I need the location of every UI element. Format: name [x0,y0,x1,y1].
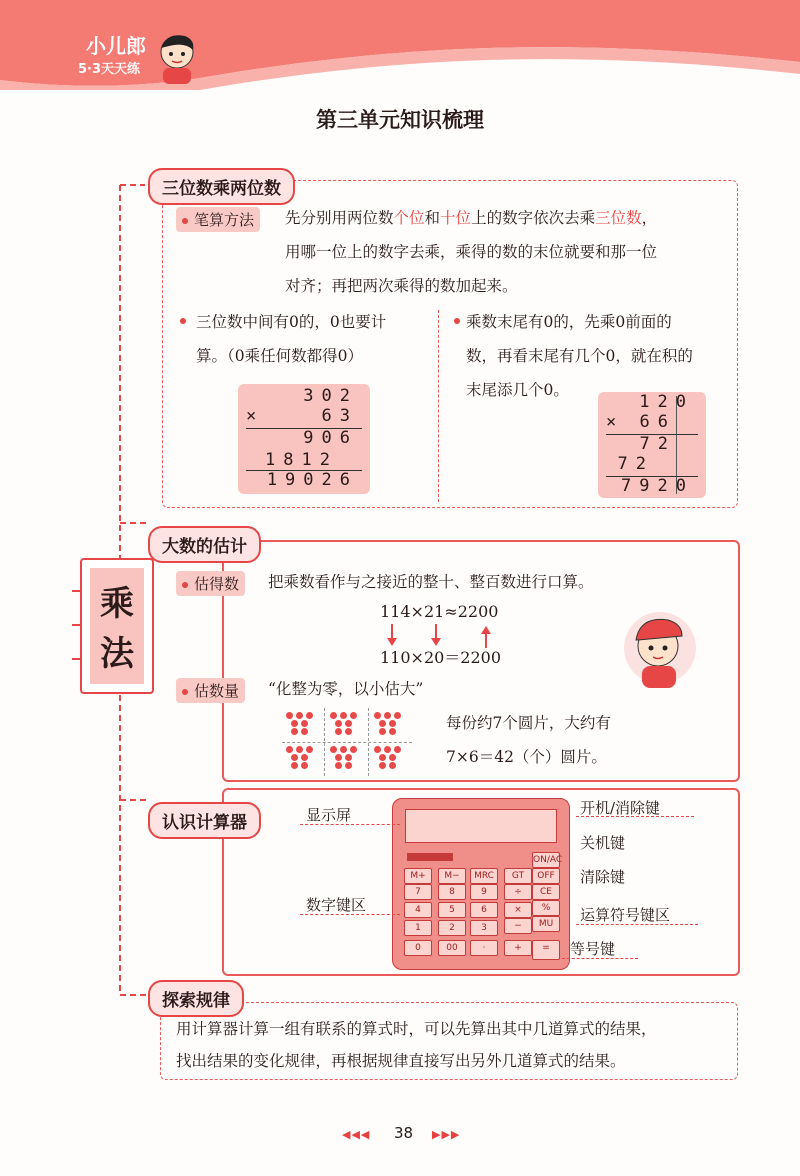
method-text-three-digit: 三位数 [595,209,642,227]
label-off: 关机键 [580,834,626,852]
chip-dot [291,728,298,735]
chip-dot [291,720,298,727]
section1-divider [438,310,439,502]
method-text-g: ， [641,209,658,227]
calc2-op: × [606,412,617,432]
chip-dot [374,712,381,719]
method-text-c: 和 [424,209,441,227]
right-rule-line2: 数，再看末尾有几个0，就在积的 [466,347,693,365]
chip-dot [335,754,342,761]
label-ops: 运算符号键区 [580,906,671,924]
estimate-quantity-pill [176,678,245,703]
method-text-line3: 对齐；再把两次乘得的数加起来。 [285,277,518,295]
method-text-a: 先分别用两位数 [285,209,394,227]
chip-dot [389,754,396,761]
bullet-icon [182,689,188,695]
method-text-line1 [285,201,657,235]
chip-dot [345,728,352,735]
key-5: 5 [438,902,466,918]
section4-line1: 用计算器计算一组有联系的算式时，可以先算出其中几道算式的结果， [176,1020,657,1038]
chip-dot [350,712,357,719]
estimate-quantity-label: 估数量 [194,682,240,700]
calc1-row3: 906 [303,428,358,448]
chip-dot [345,762,352,769]
key-ce: CE [532,884,560,900]
method-text-line2: 用哪一位上的数字去乘，乘得的数的末位就要和那一位 [285,243,658,261]
label-line [562,958,638,959]
chip-dot [335,762,342,769]
key-on-ac: ON/AC [532,852,560,868]
key-3: 3 [470,920,498,936]
footer-right-arrows: ▶▶▶ [432,1128,461,1141]
label-equals: 等号键 [570,940,616,958]
key-6: 6 [470,902,498,918]
estimate-quantity-text1: 每份约7个圆片，大约有 [446,714,611,732]
chip-dot [350,746,357,753]
key-7: 7 [404,884,432,900]
calc2-row3: 72 [639,434,676,454]
chip-dot [301,762,308,769]
mascot-icon [155,30,199,86]
chip-dot [345,754,352,761]
key-dot: · [470,940,498,956]
page-number: 38 [394,1124,414,1142]
method-text-tens: 十位 [440,209,472,227]
chip-dot [340,746,347,753]
chip-dot [389,762,396,769]
chip-dot [379,720,386,727]
label-line [300,914,400,915]
chip-dot [296,712,303,719]
topic-char-2: 法 [100,634,134,674]
topic-box [80,558,154,694]
chip-dot [340,712,347,719]
method-pill [176,207,260,232]
key-gt: GT [504,868,532,884]
section4-tag: 探索规律 [148,980,244,1017]
key-m-minus: M− [438,868,466,884]
chip-dot [306,712,313,719]
chip-dot [335,720,342,727]
key-9: 9 [470,884,498,900]
page-title: 第三单元知识梳理 [316,108,484,132]
right-rule-line3: 末尾添几个0。 [466,381,569,399]
calc2-row2: 66 [639,412,676,432]
label-onoff: 开机/消除键 [580,799,661,817]
label-numpad: 数字键区 [306,896,367,914]
calculator-display [405,809,557,843]
calc1-row5: 19026 [266,470,358,490]
left-rule-line1: 三位数中间有0的，0也要计 [196,313,387,331]
brand-title: 小儿郎 [86,34,146,58]
chip-dot [306,746,313,753]
estimate-result-text: 把乘数看作与之接近的整十、整百数进行口算。 [268,573,594,591]
calculator-solar [407,853,453,861]
bullet-icon [182,218,188,224]
label-clear: 清除键 [580,868,626,886]
chip-dot [384,746,391,753]
calc1-row4: 1812 [265,450,338,470]
topic-tick [72,590,82,592]
footer-left-arrows: ◀◀◀ [342,1128,371,1141]
key-equals: = [532,940,560,960]
chip-dot [379,754,386,761]
child-mascot-icon [620,606,700,692]
key-off: OFF [532,868,560,884]
chip-dot [389,720,396,727]
key-minus: − [504,918,532,934]
calc1-row1: 302 [303,386,358,406]
method-text-e: 上的数字依次去乘 [471,209,596,227]
label-line [300,824,400,825]
estimate-eq1: 114×21≈2200 [380,602,499,621]
calc2-row5: 7920 [621,476,694,496]
calc2-row1: 120 [639,392,694,412]
estimate-quantity-quote: “化整为零，以小估大” [268,680,424,698]
key-2: 2 [438,920,466,936]
key-percent: % [532,900,560,916]
estimate-result-pill [176,571,245,596]
chip-dot [374,746,381,753]
section2-tag: 大数的估计 [148,526,261,563]
chip-dot [301,754,308,761]
chip-dot [291,762,298,769]
vertical-calc-1 [238,384,370,494]
topic-tick [72,624,82,626]
circle-chips-grid [282,708,412,776]
chip-dot [330,746,337,753]
chip-dot [330,712,337,719]
chip-dot [286,746,293,753]
bullet-icon [454,318,460,324]
topic-char-1: 乘 [100,584,134,624]
chip-dot [379,762,386,769]
key-mrc: MRC [470,868,498,884]
key-00: 00 [438,940,466,956]
section4-line2: 找出结果的变化规律，再根据规律直接写出另外几道算式的结果。 [176,1052,626,1070]
chip-dot [389,728,396,735]
chip-dot [296,746,303,753]
estimate-eq2: 110×20＝2200 [380,648,502,667]
estimate-result-label: 估得数 [194,575,240,593]
label-line [576,816,694,817]
label-line [576,924,698,925]
bullet-icon [180,318,186,324]
key-1: 1 [404,920,432,936]
bullet-icon [182,582,188,588]
chip-dot [286,712,293,719]
key-multiply: × [504,902,532,918]
key-0: 0 [404,940,432,956]
chip-dot [291,754,298,761]
brand-subtitle: 5·3天天练 [78,62,141,77]
section1-tag: 三位数乘两位数 [148,168,295,205]
label-display: 显示屏 [306,806,352,824]
chip-dot [301,728,308,735]
method-text-ones: 个位 [393,209,425,227]
left-rule-line2: 算。（0乘任何数都得0） [196,347,363,365]
topic-tick [72,658,82,660]
vertical-calc-2 [598,392,706,498]
key-mu: MU [532,916,560,932]
chip-dot [394,712,401,719]
key-m-plus: M+ [404,868,432,884]
chip-dot [345,720,352,727]
right-rule-line1: 乘数末尾有0的，先乘0前面的 [466,313,672,331]
chip-dot [394,746,401,753]
chip-dot [384,712,391,719]
key-plus: + [504,940,532,956]
chip-dot [301,720,308,727]
calc1-op: × [246,406,257,426]
method-pill-label: 笔算方法 [194,211,255,229]
estimate-quantity-text2: 7×6＝42（个）圆片。 [446,748,607,766]
key-8: 8 [438,884,466,900]
calc1-row2: 63 [321,406,358,426]
chip-dot [335,728,342,735]
section3-tag: 认识计算器 [148,802,261,839]
key-4: 4 [404,902,432,918]
calc2-row4: 72 [617,454,654,474]
chip-dot [379,728,386,735]
key-divide: ÷ [504,884,532,900]
